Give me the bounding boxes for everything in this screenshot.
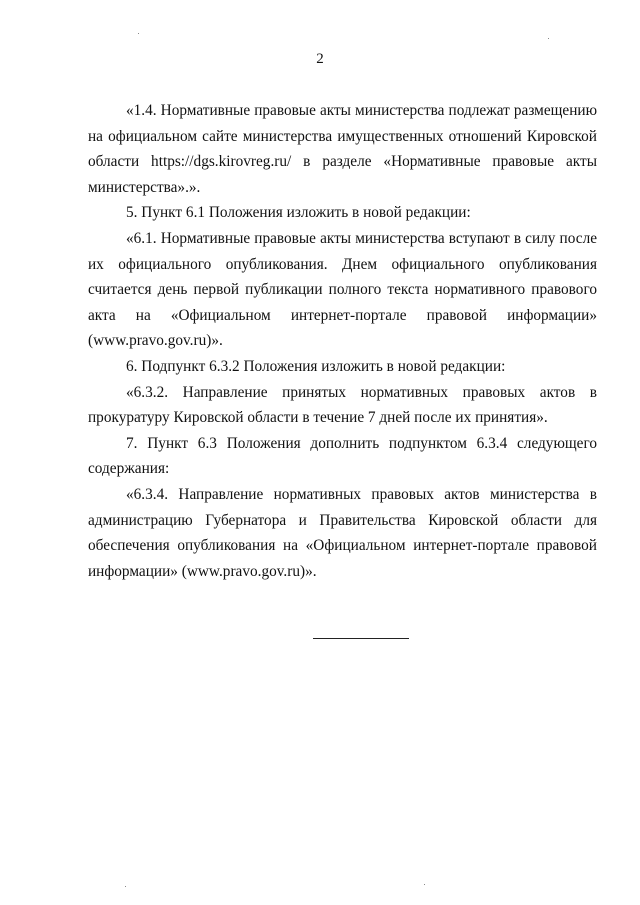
paragraph-1-4-publication: «1.4. Нормативные правовые акты министерства подлежат размещению на официальном сайте министерства имущественных отношений Кировской области https://dgs.kirovreg.ru/ в разделе «Нормативные правовые акты министерства».». xyxy=(88,102,597,196)
end-separator-line xyxy=(313,638,409,639)
paragraph-item-5: 5. Пункт 6.1 Положения изложить в новой редакции: xyxy=(126,204,471,222)
paragraph-6-1-entry-into-force: «6.1. Нормативные правовые акты министерства вступают в силу после их официального опубликования. Днем официального опубликования считается день первой публикации полного текста нормативного правового акта на «Официальном интернет-портале правовой информации» (www.pravo.gov.ru)». xyxy=(88,229,597,350)
paragraph-item-7: 7. Пункт 6.3 Положения дополнить подпунктом 6.3.4 следующего содержания: xyxy=(88,434,597,478)
document-body xyxy=(88,98,597,584)
scan-speck xyxy=(138,33,139,34)
paragraph-item-6: 6. Подпункт 6.3.2 Положения изложить в новой редакции: xyxy=(126,357,506,375)
paragraph-6-3-2-prosecutor: «6.3.2. Направление принятых нормативных правовых актов в прокуратуру Кировской области в течение 7 дней после их принятия». xyxy=(88,383,597,427)
scan-speck xyxy=(548,38,549,39)
page-number: 2 xyxy=(316,51,324,67)
paragraph-6-3-4-administration: «6.3.4. Направление нормативных правовых актов министерства в администрацию Губернатора и Правительства Кировской области для обеспечения опубликования на «Официальном интернет-портале правовой информации» (www.pravo.gov.ru)». xyxy=(88,485,597,580)
scan-speck xyxy=(424,884,425,885)
scan-speck xyxy=(125,886,126,887)
